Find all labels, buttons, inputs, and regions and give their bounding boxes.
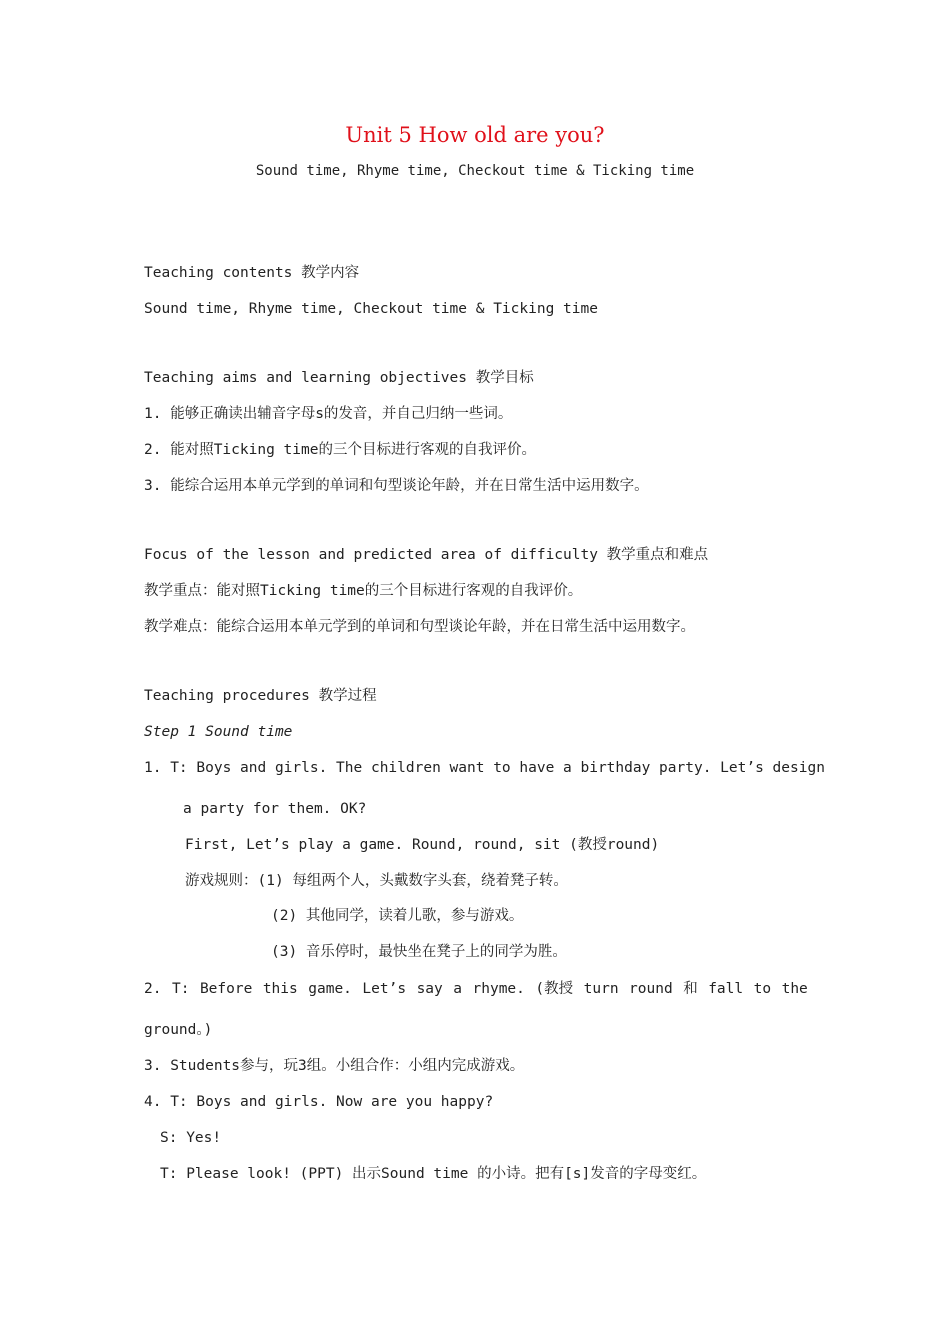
word: rhyme. (472, 981, 525, 997)
contents-body: Sound time, Rhyme time, Checkout time & Ticking time (144, 301, 598, 317)
procedure-4-line-3: T: Please look! (PPT) 出示Sound time 的小诗。把有[s]发音的字母变红。 (160, 1166, 707, 1182)
procedure-1-line-3: First, Let’s play a game. Round, round, sit (教授round) (185, 837, 660, 853)
word: fall (708, 981, 744, 997)
aims-heading: Teaching aims and learning objectives 教学目标 (144, 370, 534, 386)
word: turn (583, 981, 619, 997)
step-heading: Step 1 Sound time (144, 724, 293, 740)
contents-heading: Teaching contents 教学内容 (144, 265, 360, 281)
focus-key-point: 教学重点：能对照Ticking time的三个目标进行客观的自我评价。 (144, 583, 583, 599)
game-rules-2: (2) 其他同学，读着儿歌，参与游戏。 (271, 908, 524, 924)
word: (教授 (535, 981, 574, 997)
word: say (416, 981, 443, 997)
game-rules-1: 游戏规则：(1) 每组两个人，头戴数字头套，绕着凳子转。 (185, 873, 568, 889)
word: a (453, 981, 462, 997)
word: Let’s (362, 981, 407, 997)
aim-item-1: 1. 能够正确读出辅音字母s的发音，并自己归纳一些词。 (144, 406, 513, 422)
procedure-4-line-1: 4. T: Boys and girls. Now are you happy? (144, 1094, 494, 1110)
word: this (262, 981, 298, 997)
word: to (753, 981, 772, 997)
word: 2. (144, 981, 162, 997)
procedure-1-line-1: 1. T: Boys and girls. The children want to have a birthday party. Let’s design (144, 760, 825, 776)
procedures-heading: Teaching procedures 教学过程 (144, 688, 377, 704)
game-rules-3: (3) 音乐停时，最快坐在凳子上的同学为胜。 (271, 944, 567, 960)
word: T: (171, 981, 190, 997)
word: the (781, 981, 808, 997)
page-title: Unit 5 How old are you? (345, 123, 605, 147)
focus-heading: Focus of the lesson and predicted area of difficulty 教学重点和难点 (144, 547, 709, 563)
procedure-4-line-2: S: Yes! (160, 1130, 222, 1146)
focus-difficulty: 教学难点：能综合运用本单元学到的单词和句型谈论年龄，并在日常生活中运用数字。 (144, 619, 695, 635)
aim-item-3: 3. 能综合运用本单元学到的单词和句型谈论年龄，并在日常生活中运用数字。 (144, 478, 649, 494)
procedure-3: 3. Students参与，玩3组。小组合作：小组内完成游戏。 (144, 1058, 525, 1074)
procedure-2-line-1 (144, 979, 808, 999)
procedure-1-line-2: a party for them. OK? (183, 801, 367, 817)
word: Before (199, 981, 253, 997)
aim-item-2: 2. 能对照Ticking time的三个目标进行客观的自我评价。 (144, 442, 536, 458)
page-subtitle: Sound time, Rhyme time, Checkout time & Ticking time (255, 163, 695, 179)
word: 和 (683, 981, 698, 997)
word: game. (308, 981, 352, 997)
procedure-2-line-2: ground。) (144, 1022, 213, 1038)
word: round (629, 981, 673, 997)
